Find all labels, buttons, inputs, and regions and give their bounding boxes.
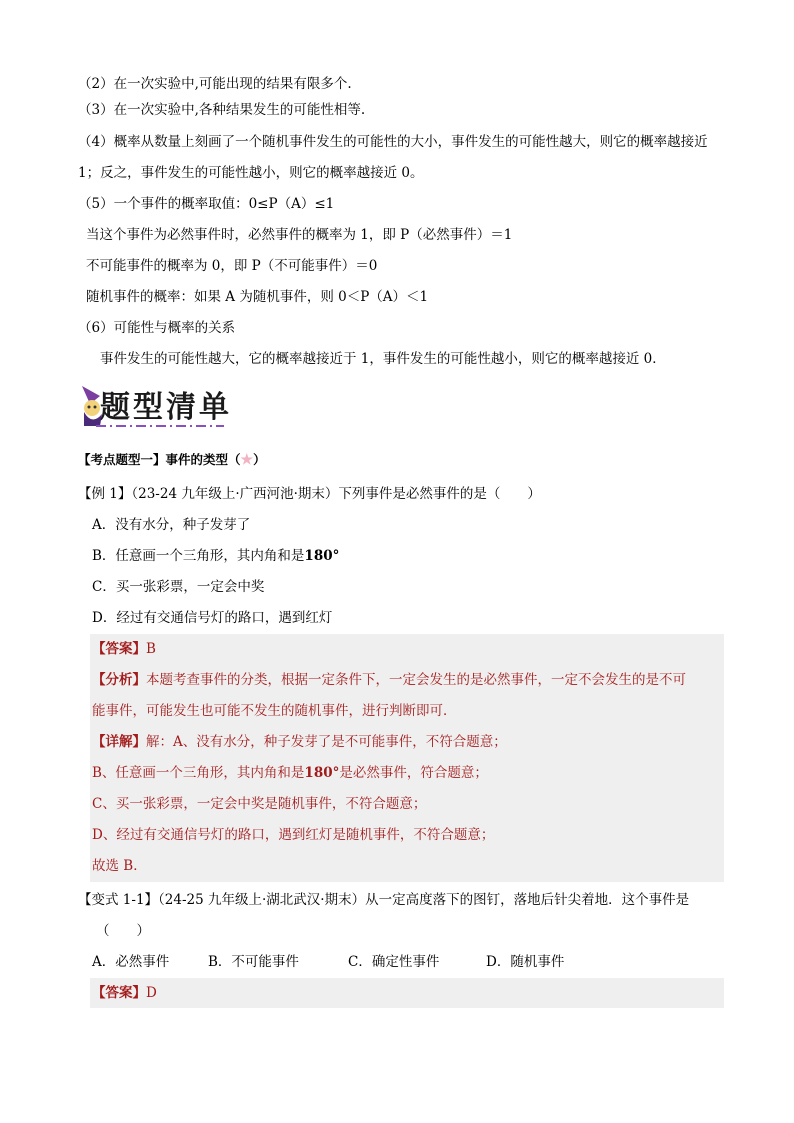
topic-prefix: 【考点题型一】事件的类型（ — [78, 452, 241, 467]
example-1-option-b — [92, 546, 339, 566]
star-icon: ★ — [240, 452, 254, 468]
example-1-detail-1 — [92, 732, 507, 752]
variant-option-a: A．必然事件 — [92, 954, 170, 970]
answer-value: B — [146, 641, 156, 657]
variant-answer — [92, 983, 157, 1003]
variant-option-d: D．随机事件 — [486, 954, 565, 970]
detail-2-text: B、任意画一个三角形，其内角和是 — [92, 765, 305, 781]
section-title: 题型清单 — [100, 390, 232, 425]
intro-line-7: 不可能事件的概率为 0，即 P（不可能事件）＝0 — [86, 258, 378, 274]
intro-line-2: （2）在一次实验中,可能出现的结果有限多个. — [78, 76, 352, 92]
intro-line-9: （6）可能性与概率的关系 — [78, 320, 236, 336]
intro-line-4-cont: 1；反之，事件发生的可能性越小，则它的概率越接近 0。 — [78, 165, 424, 181]
topic-suffix: ） — [253, 452, 266, 467]
variant-1-1-stem: 【变式 1-1】（24-25 九年级上·湖北武汉·期末）从一定高度落下的图钉，落地后针尖着地．这个事件是 — [78, 892, 690, 908]
example-1-detail-3: C、买一张彩票，一定会中奖是随机事件，不符合题意； — [92, 796, 427, 812]
detail-2-tail: 是必然事件，符合题意； — [339, 765, 488, 781]
example-1-option-c: C．买一张彩票，一定会中奖 — [92, 579, 265, 595]
variant-answer-value: D — [146, 985, 157, 1001]
intro-line-8: 随机事件的概率：如果 A 为随机事件，则 0＜P（A）＜1 — [86, 289, 429, 305]
intro-line-10: 事件发生的可能性越大，它的概率越接近于 1，事件发生的可能性越小，则它的概率越接近 0． — [100, 351, 666, 367]
variant-answer-label: 【答案】 — [92, 985, 146, 1001]
intro-line-3: （3）在一次实验中,各种结果发生的可能性相等. — [78, 102, 366, 118]
variant-1-1-paren: （ ） — [96, 923, 150, 939]
variant-option-b: B．不可能事件 — [208, 954, 299, 970]
example-1-stem: 【例 1】（23-24 九年级上·广西河池·期末）下列事件是必然事件的是（ ） — [78, 486, 541, 502]
example-1-detail-5: 故选 B． — [92, 858, 147, 874]
example-1-option-d: D．经过有交通信号灯的路口，遇到红灯 — [92, 610, 333, 626]
intro-line-4: （4）概率从数量上刻画了一个随机事件发生的可能性的大小，事件发生的可能性越大，则它的概率越接近 — [78, 134, 708, 150]
intro-line-6: 当这个事件为必然事件时，必然事件的概率为 1，即 P（必然事件）＝1 — [86, 227, 513, 243]
option-b-angle: 180° — [304, 548, 340, 564]
variant-option-c: C．确定性事件 — [348, 954, 440, 970]
example-1-detail-2 — [92, 763, 488, 783]
answer-label: 【答案】 — [92, 641, 146, 657]
option-b-text: B．任意画一个三角形，其内角和是 — [92, 548, 305, 564]
analysis-text-1: 本题考查事件的分类，根据一定条件下，一定会发生的是必然事件，一定不会发生的是不可 — [146, 672, 686, 688]
title-underline — [96, 424, 224, 428]
example-1-detail-4: D、经过有交通信号灯的路口，遇到红灯是随机事件，不符合题意； — [92, 827, 495, 843]
example-1-analysis-1 — [92, 670, 686, 690]
detail-label: 【详解】 — [92, 734, 146, 750]
example-1-option-a: A．没有水分，种子发芽了 — [92, 517, 251, 533]
detail-text-1: 解：A、没有水分，种子发芽了是不可能事件，不符合题意； — [146, 734, 507, 750]
topic-heading — [78, 450, 266, 470]
detail-2-angle: 180° — [304, 765, 340, 781]
intro-line-5: （5）一个事件的概率取值：0≤P（A）≤1 — [78, 196, 335, 212]
example-1-answer — [92, 639, 156, 659]
section-title-banner — [78, 380, 238, 432]
analysis-label: 【分析】 — [92, 672, 146, 688]
example-1-analysis-2: 能事件，可能发生也可能不发生的随机事件，进行判断即可． — [92, 703, 457, 719]
variant-answer-box — [90, 978, 724, 1008]
